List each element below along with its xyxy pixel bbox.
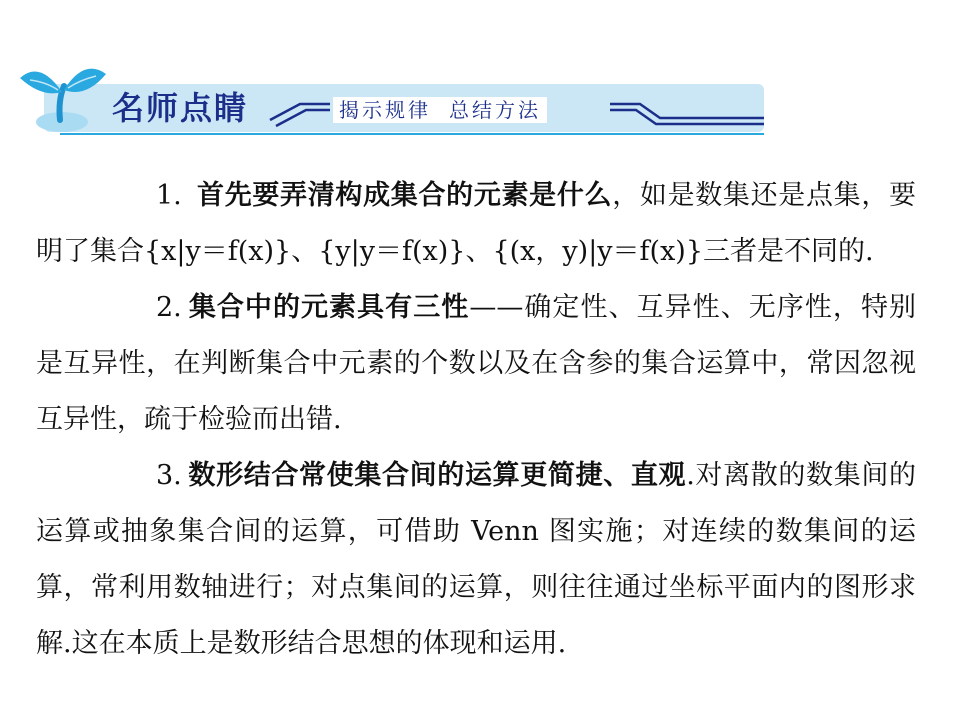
set-notation: {x|y＝f(x)}、{y|y＝f(x)}、{(x，y)|y＝f(x)}	[144, 236, 704, 267]
point-number: 1.	[156, 180, 182, 211]
point-text: ，如是数集还是点集，要明了集合	[36, 180, 917, 267]
point-highlight: 首先要弄清构成集合的元素是什么	[197, 180, 613, 211]
point-number: 2.	[156, 292, 182, 323]
point-text-end: 三者是不同的.	[703, 236, 874, 267]
point-highlight: 数形结合常使集合间的运算更简捷、直观	[187, 460, 687, 491]
banner-subtitle-right: 总结方法	[449, 98, 541, 122]
point-text: ——确定性、互异性、无序性，特别是互异性，在判断集合中元素的个数以及在含参的集合运算中，常因忽视互异性，疏于检验而出错.	[36, 292, 917, 435]
point-3	[36, 448, 916, 672]
point-highlight: 集合中的元素具有三性	[187, 292, 470, 323]
section-banner	[0, 0, 960, 150]
banner-subtitle-left: 揭示规律	[339, 98, 431, 122]
point-number: 3.	[156, 460, 182, 491]
content-body	[36, 168, 916, 672]
banner-subtitle	[333, 97, 547, 123]
point-1	[36, 168, 916, 280]
point-text: .对离散的数集间的运算或抽象集合间的运算，可借助 Venn 图实施；对连续的数集间的运算，常利用数轴进行；对点集间的运算，则往往通过坐标平面内的图形求解.这在本质上是数形结合思想的体现和运用.	[36, 460, 916, 659]
point-2	[36, 280, 916, 448]
banner-title: 名师点睛	[112, 89, 249, 127]
